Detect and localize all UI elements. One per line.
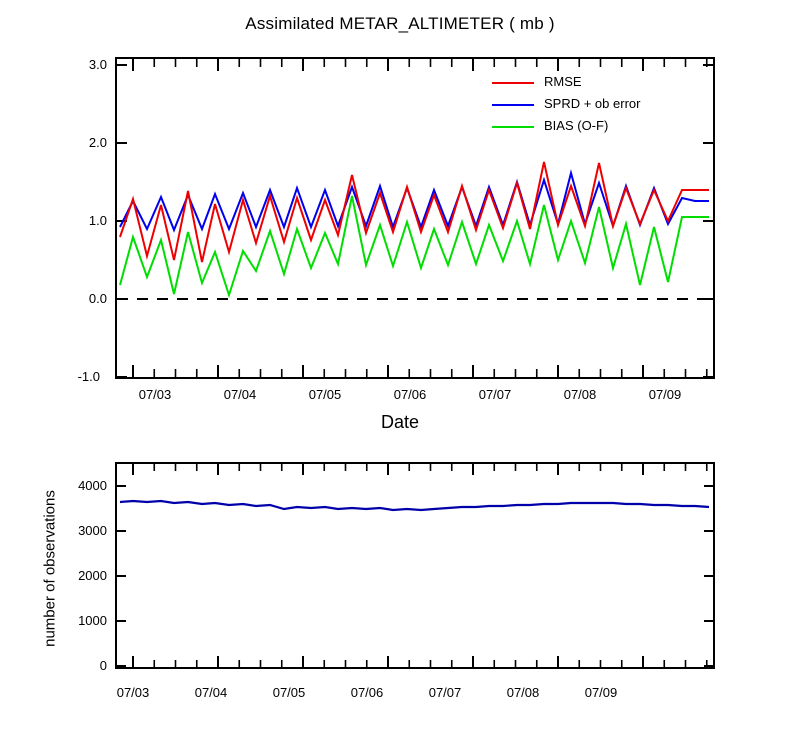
x-tick-label-top-4: 07/07 xyxy=(478,387,512,402)
x-tick-label-bottom-3: 07/06 xyxy=(350,685,384,700)
x-tick-label-bottom-0: 07/03 xyxy=(116,685,150,700)
y-tick-label-bottom-4: 0 xyxy=(99,658,107,673)
legend-item-rmse xyxy=(492,72,682,94)
x-tick-label-top-2: 07/05 xyxy=(308,387,342,402)
x-tick-label-top-3: 07/06 xyxy=(393,387,427,402)
x-tick-label-top-6: 07/09 xyxy=(648,387,682,402)
legend-item-bias xyxy=(492,116,682,138)
y-tick-label-bottom-1: 3000 xyxy=(78,523,107,538)
legend-label-bias: BIAS (O-F) xyxy=(544,118,609,133)
legend-item-sprd xyxy=(492,94,682,116)
y-tick-label-bottom-3: 1000 xyxy=(78,613,107,628)
y-tick-label-bottom-0: 4000 xyxy=(78,478,107,493)
x-tick-label-top-1: 07/04 xyxy=(223,387,257,402)
observation-counts-plot xyxy=(115,462,715,669)
x-minor-ticks xyxy=(154,463,707,668)
x-tick-label-bottom-5: 07/08 xyxy=(506,685,540,700)
x-major-ticks xyxy=(133,463,643,668)
y-tick-label-top-4: -1.0 xyxy=(77,369,100,384)
x-tick-label-bottom-6: 07/09 xyxy=(584,685,618,700)
x-tick-label-bottom-4: 07/07 xyxy=(428,685,462,700)
x-axis-title: Date xyxy=(380,412,420,432)
y-tick-label-top-0: 3.0 xyxy=(88,57,107,72)
y-tick-label-bottom-2: 2000 xyxy=(78,568,107,583)
legend-swatch-bias xyxy=(492,126,534,128)
legend xyxy=(492,72,682,140)
y-tick-label-top-2: 1.0 xyxy=(88,213,107,228)
x-tick-label-bottom-1: 07/04 xyxy=(194,685,228,700)
x-tick-label-bottom-2: 07/05 xyxy=(272,685,306,700)
observation-counts-svg xyxy=(115,462,715,669)
x-tick-label-top-5: 07/08 xyxy=(563,387,597,402)
legend-label-rmse: RMSE xyxy=(544,74,582,89)
series-line-obscount xyxy=(120,501,709,510)
y-tick-label-top-3: 0.0 xyxy=(88,291,107,306)
y-axis-title-bottom: number of observations xyxy=(41,490,59,647)
y-tick-label-top-1: 2.0 xyxy=(88,135,107,150)
page-title: Assimilated METAR_ALTIMETER ( mb ) xyxy=(245,14,555,33)
legend-swatch-sprd xyxy=(492,104,534,106)
x-tick-label-top-0: 07/03 xyxy=(138,387,172,402)
legend-label-sprd: SPRD + ob error xyxy=(544,96,641,111)
y-ticks xyxy=(116,486,714,666)
legend-swatch-rmse xyxy=(492,82,534,84)
